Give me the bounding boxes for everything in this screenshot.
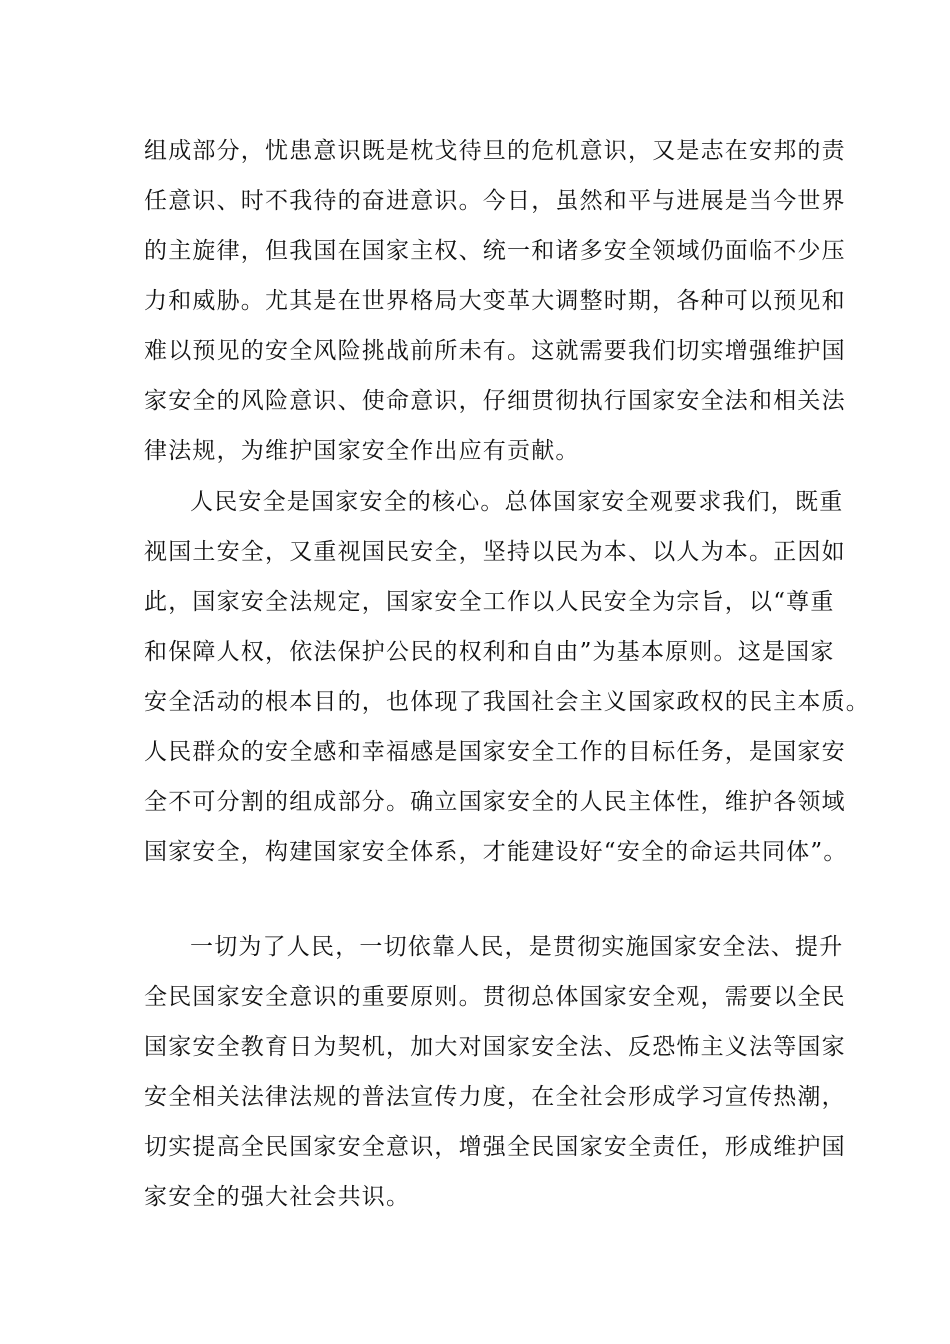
text-line: 人民群众的安全感和幸福感是国家安全工作的目标任务，是国家安 [144,739,846,765]
text-line: 安全相关法律法规的普法宣传力度，在全社会形成学习宣传热潮， [144,1084,846,1110]
text-line: 和保障人权，依法保护公民的权利和自由”为基本原则。这是国家 [144,639,835,665]
text-line: 律法规，为维护国家安全作出应有贡献。 [144,438,580,464]
text-line: 国家安全教育日为契机，加大对国家安全法、反恐怖主义法等国家 [144,1034,846,1060]
text-line: 安全活动的根本目的，也体现了我国社会主义国家政权的民主本质。 [144,689,870,715]
text-line: 家安全的风险意识、使命意识，仔细贯彻执行国家安全法和相关法 [144,388,846,414]
text-line: 全不可分割的组成部分。确立国家安全的人民主体性，维护各领域 [144,789,846,815]
text-line: 的主旋律，但我国在国家主权、统一和诸多安全领域仍面临不少压 [144,238,846,264]
text-line: 难以预见的安全风险挑战前所未有。这就需要我们切实增强维护国 [144,338,846,364]
text-line: 切实提高全民国家安全意识，增强全民国家安全责任，形成维护国 [144,1134,846,1160]
text-line: 全民国家安全意识的重要原则。贯彻总体国家安全观，需要以全民 [144,984,846,1010]
text-line: 组成部分，忧患意识既是枕戈待旦的危机意识，又是志在安邦的责 [144,138,846,164]
text-line: 人民安全是国家安全的核心。总体国家安全观要求我们，既重 [190,489,844,515]
text-line: 国家安全，构建国家安全体系，才能建设好“安全的命运共同体”。 [144,839,848,865]
text-line: 力和威胁。尤其是在世界格局大变革大调整时期，各种可以预见和 [144,288,846,314]
text-line: 一切为了人民，一切依靠人民，是贯彻实施国家安全法、提升 [190,934,844,960]
text-line: 视国土安全，又重视国民安全，坚持以民为本、以人为本。正因如 [144,539,846,565]
text-line: 任意识、时不我待的奋进意识。今日，虽然和平与进展是当今世界 [144,188,846,214]
text-line: 家安全的强大社会共识。 [144,1184,411,1210]
text-line: 此，国家安全法规定，国家安全工作以人民安全为宗旨，以“尊重 [144,589,835,615]
